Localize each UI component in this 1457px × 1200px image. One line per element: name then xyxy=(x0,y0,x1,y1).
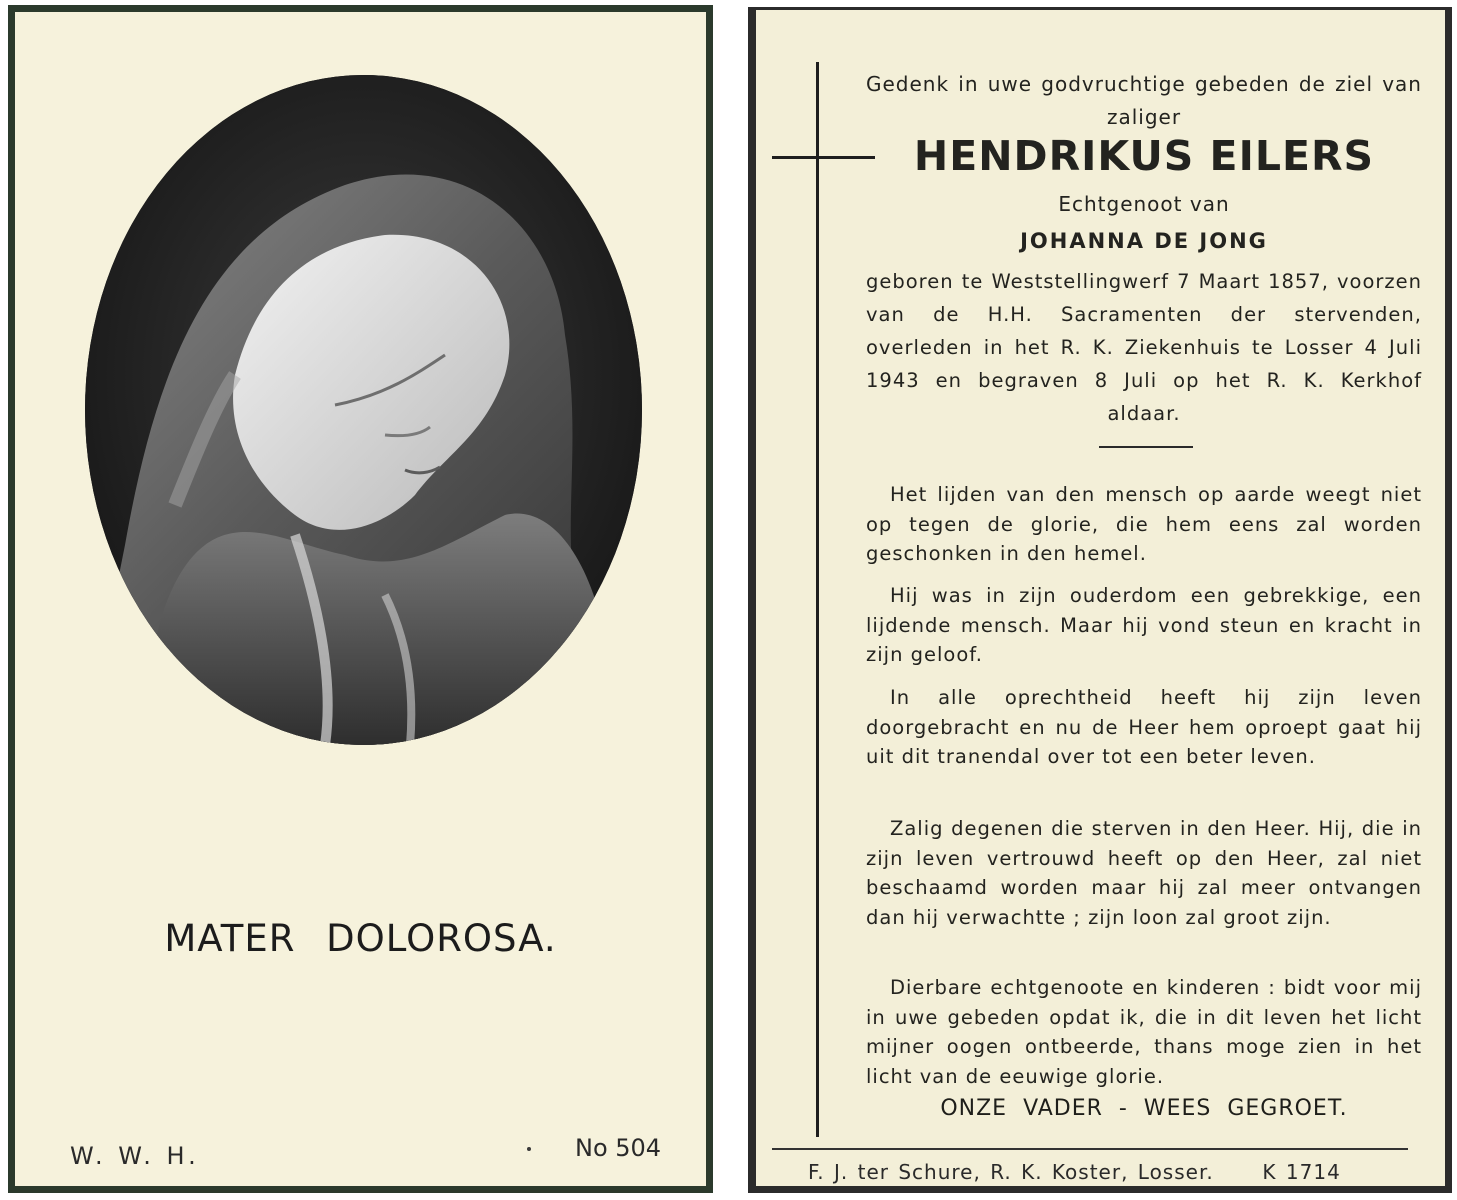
verse-paragraph: Het lijden van den mensch op aarde weegt niet op tegen de glorie, die hem eens zal worden geschonken in den hemel. xyxy=(866,483,1422,565)
verse-paragraph: Zalig degenen die sterven in den Heer. Hij, die in zijn leven vertrouwd heeft op den Heer, zal niet beschaamd worden maar hij zal meer ontvangen dan hij verwachtte ; zijn loon zal groot zijn. xyxy=(866,817,1422,929)
cross-horizontal-bar xyxy=(772,156,875,159)
biography: geboren te Weststellingwerf 7 Maart 1857, voorzen van de H.H. Sacramenten der stervenden, overleden in het R. K. Ziekenhuis te Losser 4 Juli 1943 en begraven 8 Juli op het R. K. Kerkhof aldaar. xyxy=(866,270,1422,425)
speck-dot xyxy=(527,1147,531,1151)
card-number: No 504 xyxy=(575,1134,662,1162)
footer-divider xyxy=(772,1148,1408,1150)
cross-vertical-bar xyxy=(816,62,819,1137)
prayer-line: ONZE VADER - WEES GEGROET. xyxy=(940,1096,1348,1121)
mater-dolorosa-portrait xyxy=(85,75,642,745)
holy-card-front xyxy=(8,5,713,1193)
spouse-name: JOHANNA DE JONG xyxy=(1020,229,1268,253)
verse-paragraph: Hij was in zijn ouderdom een gebrekkige, een lijdende mensch. Maar hij vond steun en kracht in zijn geloof. xyxy=(866,584,1422,666)
holy-card-back xyxy=(748,7,1452,1193)
publisher-initials: W. W. H. xyxy=(70,1142,200,1170)
section-divider xyxy=(1099,446,1193,448)
spouse-label: Echtgenoot van xyxy=(1058,192,1230,216)
verse-paragraph: In alle oprechtheid heeft hij zijn leven doorgebracht en nu de Heer hem oproept gaat hij uit dit tranendal over tot een beter leven. xyxy=(866,686,1422,768)
madonna-illustration xyxy=(85,75,642,745)
print-code: K 1714 xyxy=(1262,1160,1341,1184)
verse-paragraph: Dierbare echtgenoote en kinderen : bidt voor mij in uwe gebeden opdat ik, die in dit leven het licht mijner oogen ontbeerde, thans moge zien in het licht van de eeuwige glorie. xyxy=(866,976,1422,1088)
printer-name: F. J. ter Schure, R. K. Koster, Losser. xyxy=(808,1160,1214,1184)
deceased-name: HENDRIKUS EILERS xyxy=(913,132,1375,180)
memorial-intro: Gedenk in uwe godvruchtige gebeden de ziel van zaliger xyxy=(866,72,1422,129)
image-caption: MATER DOLOROSA. xyxy=(164,917,557,960)
printer-credit xyxy=(808,1160,1341,1184)
